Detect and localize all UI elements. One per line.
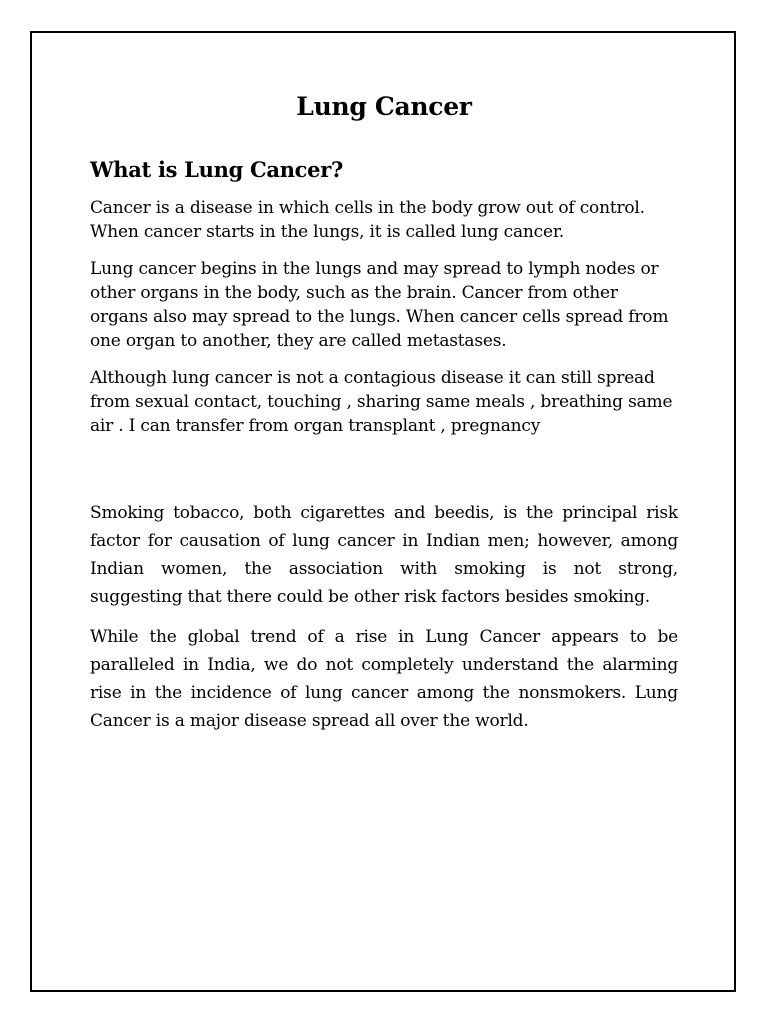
paragraph-global-trend: While the global trend of a rise in Lung Cancer appears to be paralleled in India, we do not completely understand the alarming rise in the incidence of lung cancer among the nonsmokers. Lung Cancer is a major disease spread all over the world.: [90, 627, 678, 731]
paragraph-spread: Lung cancer begins in the lungs and may spread to lymph nodes or other organs in the body, such as the brain. Cancer from other organs also may spread to the lungs. When cancer cells spread from one organ to another, they are called metastases.: [90, 259, 669, 351]
section-heading: What is Lung Cancer?: [90, 157, 343, 182]
document-body: [90, 92, 678, 747]
paragraph-smoking: Smoking tobacco, both cigarettes and beedis, is the principal risk factor for causation of lung cancer in Indian men; however, among Indian women, the association with smoking is not strong, suggesting that there could be other risk factors besides smoking.: [90, 503, 678, 607]
paragraph-transmission: Although lung cancer is not a contagious disease it can still spread from sexual contact, touching , sharing same meals , breathing same air . I can transfer from organ transplant , pregnancy: [90, 368, 673, 436]
spacer: [90, 451, 678, 499]
paragraph-definition: Cancer is a disease in which cells in the body grow out of control. When cancer starts in the lungs, it is called lung cancer.: [90, 198, 645, 242]
document-title: Lung Cancer: [296, 92, 472, 121]
